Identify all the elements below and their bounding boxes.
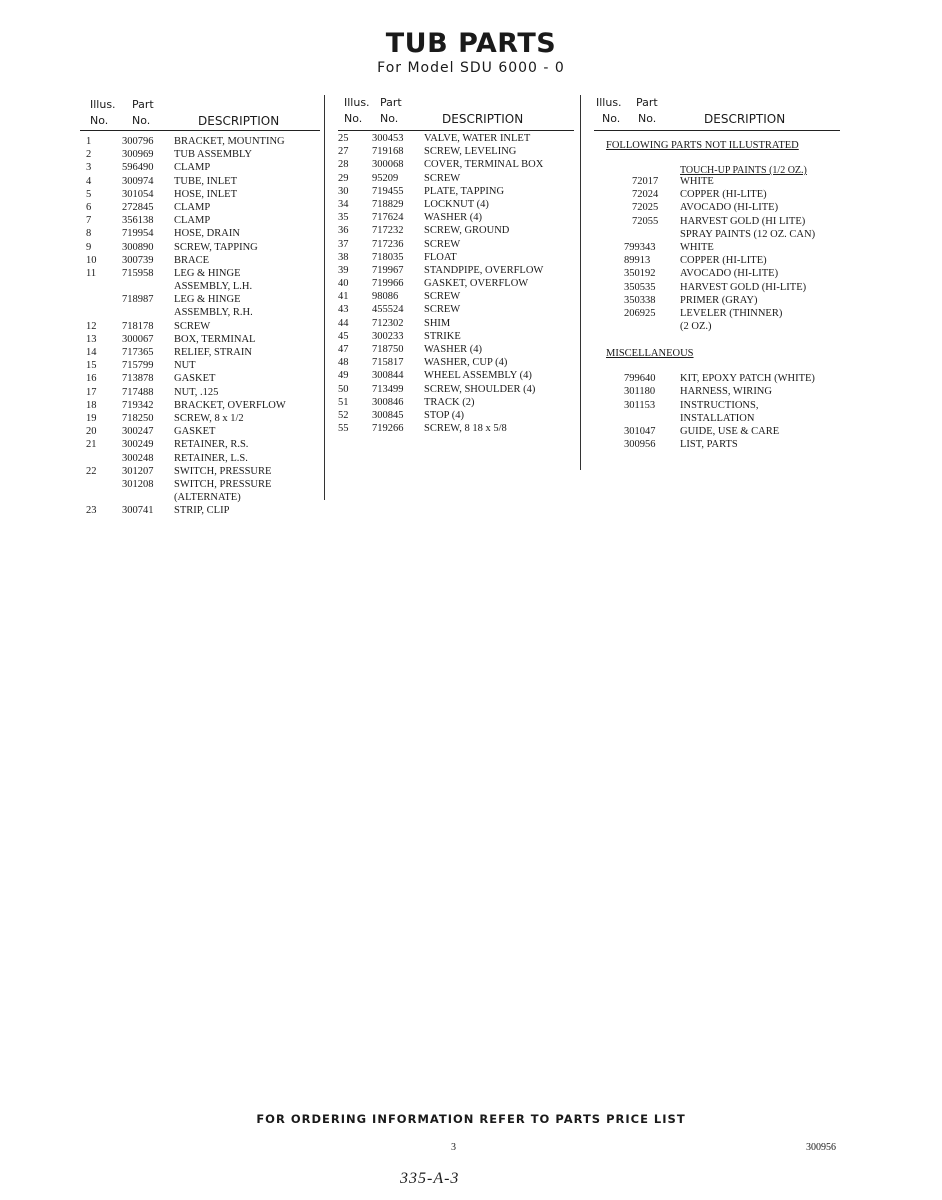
illus-number: 47 <box>338 344 349 355</box>
part-description: FLOAT <box>424 251 457 263</box>
part-number: 717365 <box>122 347 154 358</box>
illus-number: 55 <box>338 423 349 435</box>
part-label: Part <box>636 96 658 109</box>
part-number: 301180 <box>624 386 656 398</box>
part-description: WHITE <box>680 241 714 253</box>
table-row <box>338 133 578 146</box>
not-illustrated-heading: FOLLOWING PARTS NOT ILLUSTRATED <box>606 140 799 151</box>
illus-number: 4 <box>86 175 92 187</box>
illus-number: 13 <box>86 333 97 345</box>
table-row <box>338 146 578 159</box>
part-description: RETAINER, L.S. <box>174 452 248 464</box>
header-rule <box>338 130 574 131</box>
part-number: 72024 <box>632 189 659 201</box>
part-description: VALVE, WATER INLET <box>424 133 531 144</box>
table-row <box>594 413 844 426</box>
table-row <box>80 228 324 241</box>
table-row <box>338 278 578 291</box>
part-description: STANDPIPE, OVERFLOW <box>424 264 544 276</box>
table-row <box>338 199 578 212</box>
illus-number: 12 <box>86 320 97 332</box>
part-description: LOCKNUT (4) <box>424 198 489 210</box>
part-description: INSTALLATION <box>680 412 755 424</box>
part-description: GASKET <box>174 373 216 385</box>
part-description: COPPER (HI-LITE) <box>680 189 767 201</box>
part-number: 300453 <box>372 133 404 144</box>
part-description: CLAMP <box>174 215 211 227</box>
table-row <box>338 423 578 436</box>
part-description: BRACKET, OVERFLOW <box>174 399 286 411</box>
table-row <box>338 357 578 370</box>
part-number: 300845 <box>372 409 404 421</box>
part-description: LEG & HINGE <box>174 267 241 279</box>
table-row <box>594 439 844 452</box>
illus-number: 16 <box>86 373 97 385</box>
part-description: BRACE <box>174 254 210 266</box>
table-row <box>594 321 844 334</box>
part-number: 718829 <box>372 198 404 210</box>
part-description: SCREW <box>424 238 461 250</box>
illus-number: 49 <box>338 370 349 382</box>
part-number: 98086 <box>372 291 399 303</box>
part-number: 713878 <box>122 373 154 385</box>
touchup-heading: TOUCH-UP PAINTS (1/2 OZ.) <box>680 165 807 176</box>
part-description: STRIKE <box>424 330 461 342</box>
illus-number: 35 <box>338 212 349 224</box>
part-description: HARNESS, WIRING <box>680 386 772 398</box>
part-description: SCREW <box>424 304 461 316</box>
no-label: No. <box>132 114 151 127</box>
illus-number: 22 <box>86 465 97 477</box>
illus-number: 7 <box>86 215 92 227</box>
table-row <box>594 202 844 215</box>
part-description: LEG & HINGE <box>174 294 241 306</box>
part-number: 300890 <box>122 241 154 253</box>
part-label: Part <box>132 98 154 111</box>
part-description: HARVEST GOLD (HI LITE) <box>680 215 806 227</box>
spray-heading: SPRAY PAINTS (12 OZ. CAN) <box>680 228 816 240</box>
illus-number: 1 <box>86 136 92 147</box>
miscellaneous-heading: MISCELLANEOUS <box>606 348 694 360</box>
table-row <box>594 373 844 386</box>
part-number: 300739 <box>122 254 154 266</box>
part-description: GASKET <box>174 426 216 438</box>
part-number: 72025 <box>632 202 659 214</box>
illus-number: 9 <box>86 241 92 253</box>
no-label: No. <box>602 112 621 125</box>
part-number: 350535 <box>624 281 656 293</box>
table-row <box>80 321 324 334</box>
part-number: 719342 <box>122 399 154 411</box>
part-description: WASHER, CUP (4) <box>424 357 508 369</box>
parts-list <box>80 136 324 518</box>
table-row <box>338 186 578 199</box>
part-description: TUB ASSEMBLY <box>174 149 253 161</box>
part-description: AVOCADO (HI-LITE) <box>680 268 779 280</box>
illus-number: 6 <box>86 201 92 213</box>
table-row <box>338 239 578 252</box>
part-label: Part <box>380 96 402 109</box>
part-number: 718035 <box>372 251 404 263</box>
table-row <box>338 384 578 397</box>
no-label: No. <box>344 112 363 125</box>
illus-number: 21 <box>86 439 97 451</box>
illus-number: 25 <box>338 133 349 144</box>
table-row <box>80 505 324 518</box>
part-description: (ALTERNATE) <box>174 492 241 504</box>
column-header <box>594 92 844 130</box>
table-row <box>80 426 324 439</box>
part-description: BRACKET, MOUNTING <box>174 136 285 147</box>
part-description: ASSEMBLY, R.H. <box>174 307 253 319</box>
part-description: SWITCH, PRESSURE <box>174 478 272 490</box>
part-number: 719954 <box>122 228 154 240</box>
illus-number: 36 <box>338 225 349 237</box>
table-row <box>80 149 324 162</box>
part-number: 719966 <box>372 278 404 290</box>
part-description: SCREW, TAPPING <box>174 241 258 253</box>
table-row <box>80 479 324 492</box>
part-description: GUIDE, USE & CARE <box>680 426 780 437</box>
page-number: 3 <box>451 1142 456 1153</box>
part-number: 712302 <box>372 317 404 329</box>
table-row <box>594 400 844 413</box>
part-number: 300233 <box>372 330 404 342</box>
document-number: 300956 <box>806 1142 836 1153</box>
part-description: BOX, TERMINAL <box>174 333 256 345</box>
part-number: 715817 <box>372 357 404 369</box>
part-number: 350338 <box>624 294 656 306</box>
table-row <box>80 439 324 452</box>
part-description: STRIP, CLIP <box>174 505 230 517</box>
part-number: 206925 <box>624 307 656 319</box>
table-row <box>594 189 844 202</box>
illus-number: 3 <box>86 162 92 174</box>
part-description: NUT, .125 <box>174 386 219 398</box>
part-description: RELIEF, STRAIN <box>174 347 252 358</box>
part-description: LIST, PARTS <box>680 439 738 451</box>
part-number: 719455 <box>372 185 404 197</box>
table-row <box>594 255 844 268</box>
part-number: 301208 <box>122 478 154 490</box>
ordering-note: FOR ORDERING INFORMATION REFER TO PARTS PRICE LIST <box>256 1112 686 1126</box>
part-description: ASSEMBLY, L.H. <box>174 281 253 293</box>
part-number: 717488 <box>122 386 154 398</box>
part-description: TUBE, INLET <box>174 175 237 187</box>
part-number: 799640 <box>624 373 656 385</box>
table-row <box>80 268 324 281</box>
part-number: 719967 <box>372 264 404 276</box>
part-number: 718750 <box>372 344 404 355</box>
part-number: 301054 <box>122 188 154 200</box>
part-description: CLAMP <box>174 201 211 213</box>
table-row <box>338 225 578 238</box>
part-description: SCREW <box>424 172 461 184</box>
part-description: SHIM <box>424 317 451 329</box>
table-row <box>80 255 324 268</box>
table-row <box>338 410 578 423</box>
part-number: 300248 <box>122 452 154 464</box>
table-row <box>338 291 578 304</box>
part-description: TRACK (2) <box>424 396 475 408</box>
part-description: WHITE <box>680 176 714 187</box>
part-number: 301207 <box>122 465 154 477</box>
illus-number: 52 <box>338 409 349 421</box>
part-number: 718250 <box>122 412 154 424</box>
part-number: 300247 <box>122 426 154 438</box>
part-number: 301047 <box>624 426 656 437</box>
illus-number: 44 <box>338 317 349 329</box>
part-description: WASHER (4) <box>424 212 483 224</box>
table-row <box>594 176 844 189</box>
part-number: 715958 <box>122 267 154 279</box>
description-label: DESCRIPTION <box>198 114 280 128</box>
misc-list <box>594 373 844 452</box>
part-number: 719168 <box>372 146 404 158</box>
illus-number: 41 <box>338 291 349 303</box>
table-row <box>80 294 324 307</box>
touchup-list <box>594 176 844 229</box>
table-row <box>80 162 324 175</box>
illus-number: 48 <box>338 357 349 369</box>
illus-number: 8 <box>86 228 92 240</box>
table-row <box>80 413 324 426</box>
part-description: INSTRUCTIONS, <box>680 399 759 411</box>
table-row <box>80 466 324 479</box>
part-description: PLATE, TAPPING <box>424 185 505 197</box>
table-row <box>338 397 578 410</box>
part-description: STOP (4) <box>424 409 464 421</box>
illus-number: 30 <box>338 185 349 197</box>
handwritten-note: 335-A-3 <box>400 1170 460 1187</box>
part-number: 72017 <box>632 176 659 187</box>
part-number: 300249 <box>122 439 154 451</box>
illus-number: 2 <box>86 149 92 161</box>
page-subtitle: For Model SDU 6000 - 0 <box>377 60 565 76</box>
illus-number: 38 <box>338 251 349 263</box>
column-header <box>80 92 324 130</box>
part-number: 596490 <box>122 162 154 174</box>
table-row <box>80 453 324 466</box>
table-row <box>594 242 844 255</box>
part-description: PRIMER (GRAY) <box>680 294 758 306</box>
part-number: 356138 <box>122 215 154 227</box>
table-row <box>80 387 324 400</box>
illus-number: 39 <box>338 264 349 276</box>
illus-number: 34 <box>338 198 349 210</box>
parts-list <box>338 133 578 436</box>
part-number: 272845 <box>122 201 154 213</box>
table-row <box>80 242 324 255</box>
illus-number: 45 <box>338 330 349 342</box>
part-number: 300969 <box>122 149 154 161</box>
illus-number: 28 <box>338 159 349 171</box>
part-description: HARVEST GOLD (HI-LITE) <box>680 281 807 293</box>
table-row <box>338 344 578 357</box>
table-row <box>594 426 844 439</box>
part-description: NUT <box>174 360 196 372</box>
table-row <box>594 216 844 229</box>
illus-number: 23 <box>86 505 97 517</box>
table-row <box>594 386 844 399</box>
table-row <box>338 318 578 331</box>
part-number: 72055 <box>632 215 659 227</box>
illus-number: 43 <box>338 304 349 316</box>
part-number: 715799 <box>122 360 154 372</box>
table-row <box>338 173 578 186</box>
illus-number: 37 <box>338 238 349 250</box>
illus-label: Illus. <box>90 98 116 111</box>
page-title: TUB PARTS <box>385 28 557 59</box>
table-row <box>338 370 578 383</box>
table-row <box>80 136 324 149</box>
table-row <box>338 331 578 344</box>
part-description: (2 OZ.) <box>680 321 712 333</box>
illus-number: 51 <box>338 396 349 408</box>
part-number: 719266 <box>372 423 404 435</box>
illus-number: 50 <box>338 383 349 395</box>
table-row <box>594 308 844 321</box>
part-number: 89913 <box>624 255 651 267</box>
part-description: HOSE, INLET <box>174 188 237 200</box>
parts-column-1 <box>80 92 324 518</box>
part-number: 95209 <box>372 172 399 184</box>
parts-column-3 <box>594 92 844 452</box>
table-row <box>80 189 324 202</box>
illus-number: 17 <box>86 386 97 398</box>
part-description: SCREW, 8 18 x 5/8 <box>424 423 507 435</box>
illus-number: 29 <box>338 172 349 184</box>
illus-number: 27 <box>338 146 349 158</box>
part-description: KIT, EPOXY PATCH (WHITE) <box>680 373 815 385</box>
part-description: COPPER (HI-LITE) <box>680 255 767 267</box>
part-number: 455524 <box>372 304 404 316</box>
table-row <box>80 307 324 320</box>
table-row <box>594 268 844 281</box>
no-label: No. <box>638 112 657 125</box>
table-row <box>80 176 324 189</box>
table-row <box>80 215 324 228</box>
table-row <box>80 373 324 386</box>
part-description: WHEEL ASSEMBLY (4) <box>424 370 532 382</box>
illus-number: 10 <box>86 254 97 266</box>
illus-number: 18 <box>86 399 97 411</box>
part-description: AVOCADO (HI-LITE) <box>680 202 779 214</box>
table-row <box>338 212 578 225</box>
part-description: SCREW, LEVELING <box>424 146 517 158</box>
illus-number: 14 <box>86 347 97 358</box>
table-row <box>338 159 578 172</box>
illus-number: 15 <box>86 360 97 372</box>
part-number: 301153 <box>624 399 656 411</box>
part-number: 718178 <box>122 320 154 332</box>
part-number: 799343 <box>624 241 656 253</box>
illus-number: 40 <box>338 278 349 290</box>
part-number: 300846 <box>372 396 404 408</box>
part-description: RETAINER, R.S. <box>174 439 249 451</box>
table-row <box>80 360 324 373</box>
illus-number: 5 <box>86 188 92 200</box>
part-description: COVER, TERMINAL BOX <box>424 159 544 171</box>
column-header <box>338 92 578 130</box>
part-description: SCREW, GROUND <box>424 225 510 237</box>
header-rule <box>594 130 840 131</box>
table-row <box>80 334 324 347</box>
table-row <box>80 347 324 360</box>
description-label: DESCRIPTION <box>704 112 786 126</box>
illus-number: 20 <box>86 426 97 438</box>
parts-column-2 <box>338 92 578 436</box>
table-row <box>80 202 324 215</box>
spray-list <box>594 242 844 334</box>
part-description: WASHER (4) <box>424 344 483 355</box>
part-description: GASKET, OVERFLOW <box>424 278 529 290</box>
part-number: 718987 <box>122 294 154 306</box>
part-description: CLAMP <box>174 162 211 174</box>
part-number: 300741 <box>122 505 154 517</box>
part-description: SCREW <box>174 320 211 332</box>
part-number: 300796 <box>122 136 154 147</box>
column-divider-2 <box>580 95 581 470</box>
part-number: 713499 <box>372 383 404 395</box>
illus-label: Illus. <box>596 96 622 109</box>
table-row <box>338 265 578 278</box>
part-number: 300068 <box>372 159 404 171</box>
header-rule <box>80 130 320 131</box>
table-row <box>80 400 324 413</box>
part-description: HOSE, DRAIN <box>174 228 240 240</box>
table-row <box>80 492 324 505</box>
no-label: No. <box>380 112 399 125</box>
part-description: LEVELER (THINNER) <box>680 307 783 319</box>
part-number: 300974 <box>122 175 154 187</box>
table-row <box>80 281 324 294</box>
part-description: SCREW, 8 x 1/2 <box>174 412 244 424</box>
part-description: SCREW, SHOULDER (4) <box>424 383 536 395</box>
part-number: 300067 <box>122 333 154 345</box>
table-row <box>594 295 844 308</box>
part-number: 717624 <box>372 212 404 224</box>
table-row <box>594 282 844 295</box>
table-row <box>338 304 578 317</box>
table-row <box>338 252 578 265</box>
part-number: 717236 <box>372 238 404 250</box>
column-divider-1 <box>324 95 325 500</box>
part-number: 300844 <box>372 370 404 382</box>
illus-number: 19 <box>86 412 97 424</box>
part-description: SWITCH, PRESSURE <box>174 465 272 477</box>
part-number: 350192 <box>624 268 656 280</box>
part-description: SCREW <box>424 291 461 303</box>
illus-number: 11 <box>86 267 97 279</box>
part-number: 300956 <box>624 439 656 451</box>
no-label: No. <box>90 114 109 127</box>
illus-label: Illus. <box>344 96 370 109</box>
description-label: DESCRIPTION <box>442 112 524 126</box>
part-number: 717232 <box>372 225 404 237</box>
